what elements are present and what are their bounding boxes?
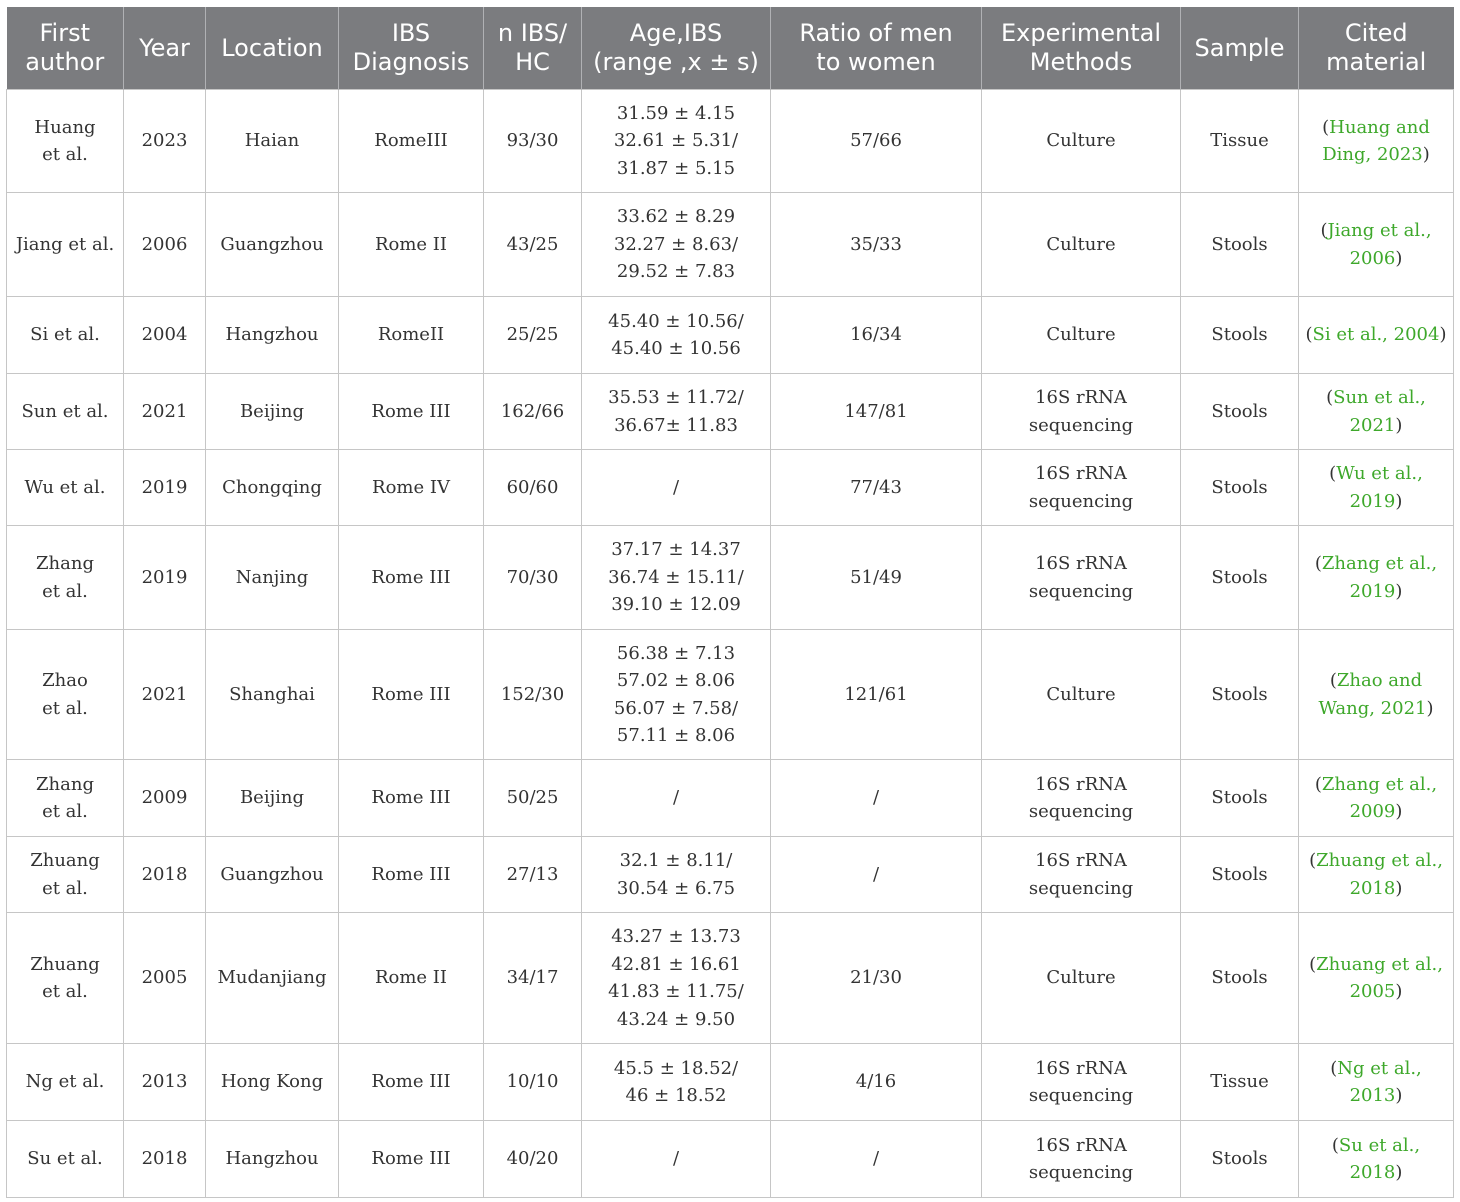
table-row — [7, 837, 1454, 913]
citation-link[interactable]: Jiang et al., 2006 — [1327, 220, 1432, 269]
cell-year: 2019 — [124, 526, 206, 630]
citation-link[interactable]: Zhuang et al., 2005 — [1316, 953, 1443, 1002]
cell-experimental-method: 16S rRNA sequencing — [982, 837, 1181, 913]
cell-cited-material — [1299, 374, 1454, 450]
citation-link[interactable]: Su et al., 2018 — [1338, 1134, 1421, 1183]
citation-close-paren: ) — [1395, 801, 1403, 822]
cell-year: 2018 — [124, 837, 206, 913]
cell-first-author: Sun et al. — [7, 374, 124, 450]
table-row — [7, 193, 1454, 297]
cell-ratio: 35/33 — [771, 193, 982, 297]
cell-experimental-method: Culture — [982, 193, 1181, 297]
cell-sample: Stools — [1181, 374, 1299, 450]
cell-ibs-diagnosis: Rome III — [339, 374, 484, 450]
citation-open-paren: ( — [1330, 1057, 1338, 1079]
citation-link[interactable]: Ng et al., 2013 — [1337, 1057, 1422, 1106]
cell-experimental-method: 16S rRNA sequencing — [982, 760, 1181, 837]
cell-ratio: 16/34 — [771, 297, 982, 374]
cell-age: 31.59 ± 4.15 32.61 ± 5.31/ 31.87 ± 5.15 — [582, 90, 771, 193]
cell-age: 56.38 ± 7.13 57.02 ± 8.06 56.07 ± 7.58/ 57.11 ± 8.06 — [582, 630, 771, 760]
cell-experimental-method: Culture — [982, 90, 1181, 193]
cell-first-author: Zhang et al. — [7, 760, 124, 837]
cell-ratio: 147/81 — [771, 374, 982, 450]
citation-close-paren: ) — [1395, 247, 1403, 269]
cell-ibs-diagnosis: Rome III — [339, 837, 484, 913]
cell-n-ibs-hc: 60/60 — [484, 450, 582, 526]
cell-n-ibs-hc: 152/30 — [484, 630, 582, 760]
table-row — [7, 526, 1454, 630]
cell-cited-material — [1299, 90, 1454, 193]
header-cited-material: Cited material — [1299, 7, 1454, 90]
cell-location: Shanghai — [206, 630, 339, 760]
table-row — [7, 297, 1454, 374]
citation-open-paren: ( — [1314, 553, 1322, 574]
header-ibs-diagnosis: IBS Diagnosis — [339, 7, 484, 90]
cell-ibs-diagnosis: Rome III — [339, 1121, 484, 1198]
table-row — [7, 450, 1454, 526]
cell-first-author: Zhuang et al. — [7, 837, 124, 913]
cell-sample: Stools — [1181, 193, 1299, 297]
studies-table — [6, 7, 1454, 1198]
cell-sample: Stools — [1181, 837, 1299, 913]
cell-ibs-diagnosis: Rome II — [339, 913, 484, 1044]
cell-experimental-method: Culture — [982, 913, 1181, 1044]
cell-sample: Stools — [1181, 450, 1299, 526]
cell-sample: Tissue — [1181, 90, 1299, 193]
citation-close-paren: ) — [1395, 1162, 1403, 1183]
header-sample: Sample — [1181, 7, 1299, 90]
table-row — [7, 90, 1454, 193]
cell-n-ibs-hc: 43/25 — [484, 193, 582, 297]
cell-age: 35.53 ± 11.72/ 36.67± 11.83 — [582, 374, 771, 450]
cell-location: Beijing — [206, 374, 339, 450]
cell-cited-material — [1299, 913, 1454, 1044]
header-location: Location — [206, 7, 339, 90]
cell-year: 2005 — [124, 913, 206, 1044]
cell-n-ibs-hc: 70/30 — [484, 526, 582, 630]
cell-ibs-diagnosis: Rome II — [339, 193, 484, 297]
citation-open-paren: ( — [1309, 953, 1317, 975]
cell-ratio: / — [771, 760, 982, 837]
cell-year: 2021 — [124, 630, 206, 760]
cell-location: Guangzhou — [206, 193, 339, 297]
citation-close-paren: ) — [1395, 490, 1403, 512]
header-experimental-methods: Experimental Methods — [982, 7, 1181, 90]
cell-year: 2021 — [124, 374, 206, 450]
cell-sample: Stools — [1181, 297, 1299, 374]
cell-ratio: 4/16 — [771, 1044, 982, 1121]
cell-n-ibs-hc: 50/25 — [484, 760, 582, 837]
citation-open-paren: ( — [1320, 220, 1328, 241]
cell-location: Mudanjiang — [206, 913, 339, 1044]
citation-link[interactable]: Zhao and Wang, 2021 — [1318, 670, 1427, 719]
cell-ibs-diagnosis: Rome III — [339, 526, 484, 630]
cell-location: Hong Kong — [206, 1044, 339, 1121]
citation-open-paren: ( — [1331, 1134, 1339, 1156]
cell-ratio: 21/30 — [771, 913, 982, 1044]
cell-n-ibs-hc: 10/10 — [484, 1044, 582, 1121]
table-row — [7, 374, 1454, 450]
cell-sample: Stools — [1181, 526, 1299, 630]
cell-age: 43.27 ± 13.73 42.81 ± 16.61 41.83 ± 11.75/ 43.24 ± 9.50 — [582, 913, 771, 1044]
citation-link[interactable]: Zhang et al., 2019 — [1321, 553, 1438, 602]
cell-age: 32.1 ± 8.11/ 30.54 ± 6.75 — [582, 837, 771, 913]
cell-location: Hangzhou — [206, 297, 339, 374]
cell-age: 37.17 ± 14.37 36.74 ± 15.11/ 39.10 ± 12.09 — [582, 526, 771, 630]
cell-cited-material — [1299, 630, 1454, 760]
citation-open-paren: ( — [1305, 324, 1313, 346]
citation-close-paren: ) — [1395, 1085, 1403, 1106]
cell-cited-material — [1299, 450, 1454, 526]
cell-first-author: Si et al. — [7, 297, 124, 374]
cell-sample: Stools — [1181, 760, 1299, 837]
cell-ratio: 121/61 — [771, 630, 982, 760]
cell-location: Nanjing — [206, 526, 339, 630]
cell-age: / — [582, 450, 771, 526]
cell-cited-material — [1299, 1044, 1454, 1121]
citation-close-paren: ) — [1395, 414, 1403, 436]
table-row — [7, 1044, 1454, 1121]
cell-first-author: Huang et al. — [7, 90, 124, 193]
citation-close-paren: ) — [1426, 697, 1434, 719]
header-first-author: First author — [7, 7, 124, 90]
cell-first-author: Zhao et al. — [7, 630, 124, 760]
cell-year: 2004 — [124, 297, 206, 374]
cell-experimental-method: 16S rRNA sequencing — [982, 526, 1181, 630]
cell-experimental-method: 16S rRNA sequencing — [982, 450, 1181, 526]
citation-open-paren: ( — [1309, 850, 1317, 871]
cell-ratio: 77/43 — [771, 450, 982, 526]
header-year: Year — [124, 7, 206, 90]
cell-ratio: / — [771, 1121, 982, 1198]
citation-link[interactable]: Wu et al., 2019 — [1336, 463, 1423, 512]
cell-age: / — [582, 760, 771, 837]
cell-ibs-diagnosis: Rome IV — [339, 450, 484, 526]
table-row — [7, 760, 1454, 837]
cell-ratio: 51/49 — [771, 526, 982, 630]
table-row — [7, 913, 1454, 1044]
citation-close-paren: ) — [1422, 144, 1430, 165]
citation-open-paren: ( — [1322, 116, 1330, 138]
cell-experimental-method: Culture — [982, 297, 1181, 374]
cell-first-author: Ng et al. — [7, 1044, 124, 1121]
cell-n-ibs-hc: 27/13 — [484, 837, 582, 913]
cell-experimental-method: 16S rRNA sequencing — [982, 1121, 1181, 1198]
cell-n-ibs-hc: 40/20 — [484, 1121, 582, 1198]
cell-ibs-diagnosis: Rome III — [339, 630, 484, 760]
cell-sample: Stools — [1181, 630, 1299, 760]
cell-location: Hangzhou — [206, 1121, 339, 1198]
citation-link[interactable]: Sun et al., 2021 — [1333, 387, 1426, 436]
header-row — [7, 7, 1454, 90]
cell-experimental-method: 16S rRNA sequencing — [982, 1044, 1181, 1121]
cell-year: 2009 — [124, 760, 206, 837]
cell-first-author: Wu et al. — [7, 450, 124, 526]
cell-cited-material — [1299, 837, 1454, 913]
citation-link[interactable]: Huang and Ding, 2023 — [1322, 116, 1430, 165]
citation-open-paren: ( — [1329, 670, 1337, 691]
cell-ibs-diagnosis: Rome III — [339, 1044, 484, 1121]
citation-close-paren: ) — [1439, 324, 1447, 346]
cell-ibs-diagnosis: RomeIII — [339, 90, 484, 193]
cell-first-author: Zhuang et al. — [7, 913, 124, 1044]
cell-n-ibs-hc: 25/25 — [484, 297, 582, 374]
cell-location: Haian — [206, 90, 339, 193]
cell-age: / — [582, 1121, 771, 1198]
cell-location: Guangzhou — [206, 837, 339, 913]
cell-ibs-diagnosis: Rome III — [339, 760, 484, 837]
cell-cited-material — [1299, 1121, 1454, 1198]
citation-close-paren: ) — [1395, 981, 1403, 1002]
citation-link[interactable]: Zhang et al., 2009 — [1321, 773, 1438, 822]
cell-age: 33.62 ± 8.29 32.27 ± 8.63/ 29.52 ± 7.83 — [582, 193, 771, 297]
cell-year: 2018 — [124, 1121, 206, 1198]
cell-ratio: / — [771, 837, 982, 913]
cell-cited-material — [1299, 297, 1454, 374]
table-row — [7, 1121, 1454, 1198]
cell-year: 2019 — [124, 450, 206, 526]
cell-sample: Stools — [1181, 913, 1299, 1044]
citation-open-paren: ( — [1329, 463, 1337, 484]
cell-n-ibs-hc: 162/66 — [484, 374, 582, 450]
cell-n-ibs-hc: 93/30 — [484, 90, 582, 193]
citation-close-paren: ) — [1395, 877, 1403, 899]
citation-link[interactable]: Si et al., 2004 — [1312, 324, 1440, 346]
cell-first-author: Zhang et al. — [7, 526, 124, 630]
cell-cited-material — [1299, 193, 1454, 297]
cell-ibs-diagnosis: RomeII — [339, 297, 484, 374]
header-age: Age,IBS (range ,x ± s) — [582, 7, 771, 90]
cell-experimental-method: Culture — [982, 630, 1181, 760]
cell-ratio: 57/66 — [771, 90, 982, 193]
cell-first-author: Jiang et al. — [7, 193, 124, 297]
cell-age: 45.40 ± 10.56/ 45.40 ± 10.56 — [582, 297, 771, 374]
citation-link[interactable]: Zhuang et al., 2018 — [1316, 850, 1443, 899]
cell-experimental-method: 16S rRNA sequencing — [982, 374, 1181, 450]
header-ratio: Ratio of men to women — [771, 7, 982, 90]
header-n-ibs-hc: n IBS/ HC — [484, 7, 582, 90]
cell-cited-material — [1299, 760, 1454, 837]
cell-n-ibs-hc: 34/17 — [484, 913, 582, 1044]
cell-sample: Tissue — [1181, 1044, 1299, 1121]
cell-year: 2013 — [124, 1044, 206, 1121]
cell-sample: Stools — [1181, 1121, 1299, 1198]
cell-location: Chongqing — [206, 450, 339, 526]
cell-year: 2023 — [124, 90, 206, 193]
cell-first-author: Su et al. — [7, 1121, 124, 1198]
citation-open-paren: ( — [1326, 387, 1334, 408]
table-body — [7, 90, 1454, 1198]
cell-year: 2006 — [124, 193, 206, 297]
cell-age: 45.5 ± 18.52/ 46 ± 18.52 — [582, 1044, 771, 1121]
citation-open-paren: ( — [1314, 773, 1322, 795]
table-row — [7, 630, 1454, 760]
cell-location: Beijing — [206, 760, 339, 837]
cell-cited-material — [1299, 526, 1454, 630]
citation-close-paren: ) — [1395, 580, 1403, 602]
